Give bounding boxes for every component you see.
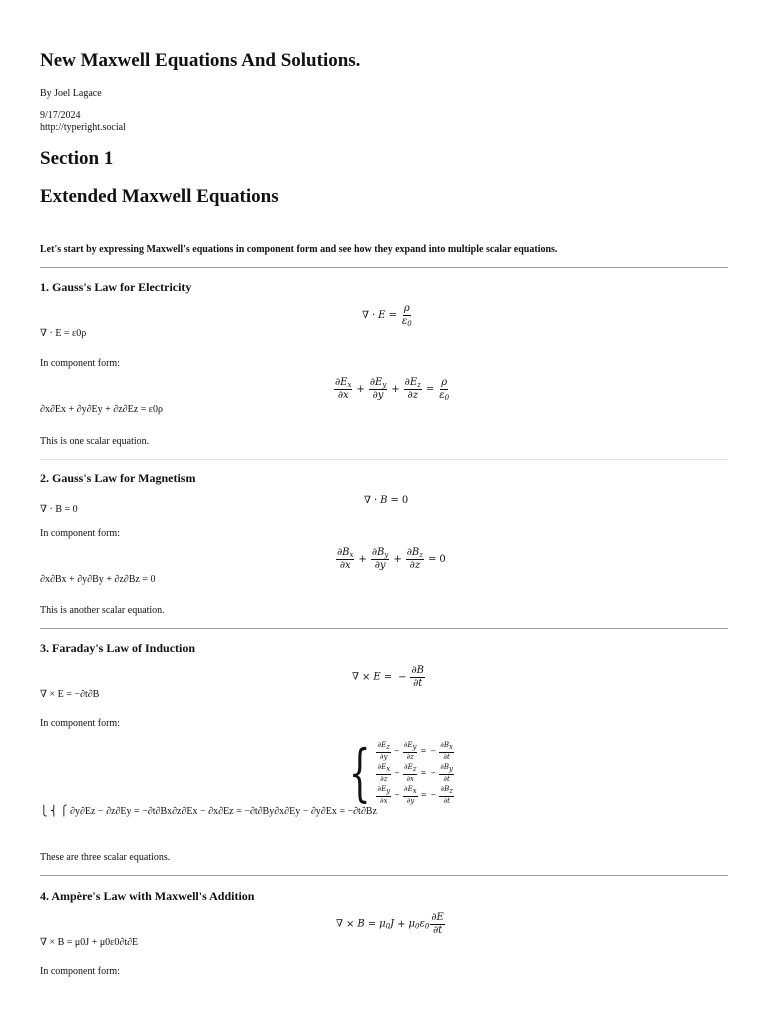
component-equation-text: ∂x∂Ex + ∂y∂Ey + ∂z∂Ez = ε0ρ xyxy=(40,404,163,415)
intro-paragraph: Let's start by expressing Maxwell's equations in component form and see how they expand into multiple scalar equations. xyxy=(40,244,558,255)
divider xyxy=(40,875,728,876)
component-equation-text: ∂x∂Bx + ∂y∂By + ∂z∂Bz = 0 xyxy=(40,574,156,585)
divider xyxy=(40,459,728,460)
url-line: http://typeright.social xyxy=(40,122,126,133)
law-note: This is one scalar equation. xyxy=(40,436,150,447)
chapter-heading: Extended Maxwell Equations xyxy=(40,186,279,207)
component-label: In component form: xyxy=(40,718,120,729)
document-title: New Maxwell Equations And Solutions. xyxy=(40,50,361,71)
author-line: By Joel Lagace xyxy=(40,88,102,99)
system-row: $\frac{\partial Ey}{\partial x}$ − $\frac{\partial Ex}{\partial y}$ = − $\frac{\partial Bz}{\partial t}$ xyxy=(377,785,453,805)
divider xyxy=(40,628,728,629)
law-note: This is another scalar equation. xyxy=(40,605,165,616)
left-brace: { xyxy=(348,736,371,809)
equation-text: ∇ · B = 0 xyxy=(40,504,78,515)
system-row: $\frac{\partial Ex}{\partial z}$ − $\frac{\partial Ez}{\partial x}$ = − $\frac{\partial By}{\partial t}$ xyxy=(377,763,453,783)
law-heading: 4. Ampère's Law with Maxwell's Addition xyxy=(40,889,255,903)
law-heading: 3. Faraday's Law of Induction xyxy=(40,641,196,655)
equation-text: ∇ · E = ε0ρ xyxy=(40,328,87,339)
rendered-equation: ∇ × $B = \mu_0J + \mu_0\varepsilon_0$ $\frac{\partial E}{\partial t}$ xyxy=(336,912,444,936)
component-label: In component form: xyxy=(40,966,120,977)
section-heading: Section 1 xyxy=(40,148,114,169)
equation-text: ∇ × E = −∂t∂B xyxy=(40,689,100,700)
component-label: In component form: xyxy=(40,528,120,539)
component-label: In component form: xyxy=(40,358,120,369)
law-note: These are three scalar equations. xyxy=(40,852,171,863)
date-line: 9/17/2024 xyxy=(40,110,81,121)
rendered-component-equation: $\frac{\partial E_x}{\partial x}$ + $\frac{\partial E_y}{\partial y}$ + $\frac{\partial E_z}{\partial z}$ = $\frac{\rho}{\varepsilon_0}$ xyxy=(335,377,450,402)
component-equation-text: ⎩ ⎨ ⎧ ∂y∂Ez − ∂z∂Ey = −∂t∂Bx∂z∂Ex − ∂x∂Ez = −∂t∂By∂x∂Ey − ∂y∂Ex = −∂t∂Bz xyxy=(40,806,377,817)
rendered-equation-system xyxy=(340,736,455,809)
rendered-component-equation: $\frac{\partial B_x}{\partial x}$ + $\frac{\partial B_y}{\partial y}$ + $\frac{\partial B_z}{\partial z}$ = 0 xyxy=(337,547,446,572)
system-row: $\frac{\partial Ez}{\partial y}$ − $\frac{\partial Ey}{\partial z}$ = − $\frac{\partial Bx}{\partial t}$ xyxy=(377,741,453,761)
law-heading: 1. Gauss's Law for Electricity xyxy=(40,280,192,294)
rendered-equation: ∇ · E = $\frac{\rho}{\varepsilon_0}$ xyxy=(362,303,412,328)
rendered-equation: ∇ · B = 0 xyxy=(364,495,409,506)
rendered-equation: ∇ × E = − $\frac{\partial B}{\partial t}$ xyxy=(352,665,424,689)
law-heading: 2. Gauss's Law for Magnetism xyxy=(40,471,196,485)
equation-text: ∇ × B = μ0J + μ0ε0∂t∂E xyxy=(40,937,139,948)
divider xyxy=(40,267,728,268)
